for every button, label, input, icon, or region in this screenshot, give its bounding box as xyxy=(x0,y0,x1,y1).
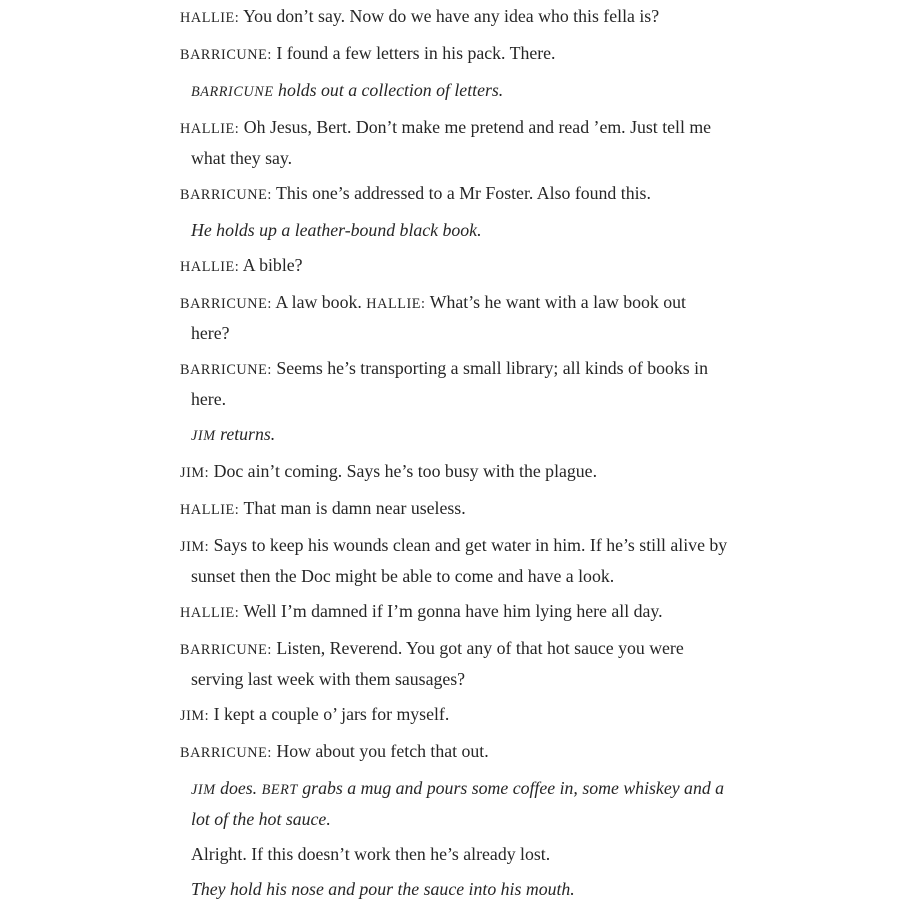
dialogue-block xyxy=(180,597,728,628)
dialogue-text: A law book. xyxy=(271,292,367,312)
direction-text: They hold his nose and pour the sauce into his mouth. xyxy=(191,879,575,899)
dialogue-block xyxy=(180,251,728,282)
dialogue-text: Listen, Reverend. You got any of that hot sauce you were serving last week with them sausages? xyxy=(191,638,684,689)
speaker-name: JIM: xyxy=(180,539,210,555)
direction-text: returns. xyxy=(215,424,276,444)
dialogue-block xyxy=(180,737,728,768)
speaker-name: HALLIE: xyxy=(180,605,240,621)
dialogue-block xyxy=(180,457,728,488)
character-name: BARRICUNE xyxy=(191,84,274,100)
speaker-name: BARRICUNE: xyxy=(180,362,272,378)
stage-direction xyxy=(180,774,728,834)
script-text-column xyxy=(180,0,728,900)
dialogue-text: Well I’m damned if I’m gonna have him lying here all day. xyxy=(239,601,663,621)
dialogue-block xyxy=(180,531,728,591)
speaker-name: JIM: xyxy=(180,708,210,724)
dialogue-text: Says to keep his wounds clean and get water in him. If he’s still alive by sunset then the Doc might be able to come and have a look. xyxy=(191,535,728,586)
stage-direction xyxy=(180,216,728,245)
dialogue-text: This one’s addressed to a Mr Foster. Also found this. xyxy=(271,183,651,203)
dialogue-block xyxy=(180,113,728,173)
direction-text: grabs a mug and pours some coffee in, some whiskey and a lot of the hot sauce. xyxy=(191,778,725,829)
character-name: BERT xyxy=(261,782,298,798)
speaker-name: HALLIE: xyxy=(180,502,240,518)
speaker-name: BARRICUNE: xyxy=(180,187,272,203)
dialogue-block xyxy=(180,700,728,731)
dialogue-text: What’s he want with a law book out here? xyxy=(191,292,686,343)
dialogue-block xyxy=(180,39,728,70)
dialogue-text: That man is damn near useless. xyxy=(239,498,466,518)
dialogue-block xyxy=(180,354,728,414)
speaker-name: HALLIE: xyxy=(180,10,240,26)
dialogue-text: You don’t say. Now do we have any idea who this fella is? xyxy=(239,6,660,26)
dialogue-text: Oh Jesus, Bert. Don’t make me pretend and read ’em. Just tell me what they say. xyxy=(191,117,712,168)
dialogue-text: Doc ain’t coming. Says he’s too busy with the plague. xyxy=(209,461,598,481)
character-name: JIM xyxy=(191,782,216,798)
speaker-name: HALLIE: xyxy=(180,121,240,137)
speaker-name: HALLIE: xyxy=(366,296,426,312)
dialogue-block xyxy=(180,494,728,525)
speaker-name: BARRICUNE: xyxy=(180,745,272,761)
speaker-name: BARRICUNE: xyxy=(180,47,272,63)
stage-direction xyxy=(180,76,728,107)
dialogue-text: I kept a couple o’ jars for myself. xyxy=(209,704,450,724)
dialogue-block xyxy=(180,634,728,694)
dialogue-text: Seems he’s transporting a small library; all kinds of books in here. xyxy=(191,358,708,409)
stage-direction xyxy=(180,420,728,451)
dialogue-block xyxy=(180,2,728,33)
dialogue-block xyxy=(180,179,728,210)
direction-text: holds out a collection of letters. xyxy=(273,80,504,100)
direction-text: does. xyxy=(215,778,262,798)
speaker-name: BARRICUNE: xyxy=(180,296,272,312)
speaker-name: JIM: xyxy=(180,465,210,481)
speaker-name: HALLIE: xyxy=(180,259,240,275)
stage-direction xyxy=(180,875,728,900)
character-name: JIM xyxy=(191,428,216,444)
speaker-name: BARRICUNE: xyxy=(180,642,272,658)
dialogue-text: Alright. If this doesn’t work then he’s already lost. xyxy=(191,844,551,864)
dialogue-text: A bible? xyxy=(239,255,303,275)
dialogue-text: How about you fetch that out. xyxy=(271,741,489,761)
dialogue-continuation xyxy=(180,840,728,869)
dialogue-text: I found a few letters in his pack. There. xyxy=(271,43,556,63)
dialogue-block xyxy=(180,288,728,348)
direction-text: He holds up a leather-bound black book. xyxy=(191,220,482,240)
